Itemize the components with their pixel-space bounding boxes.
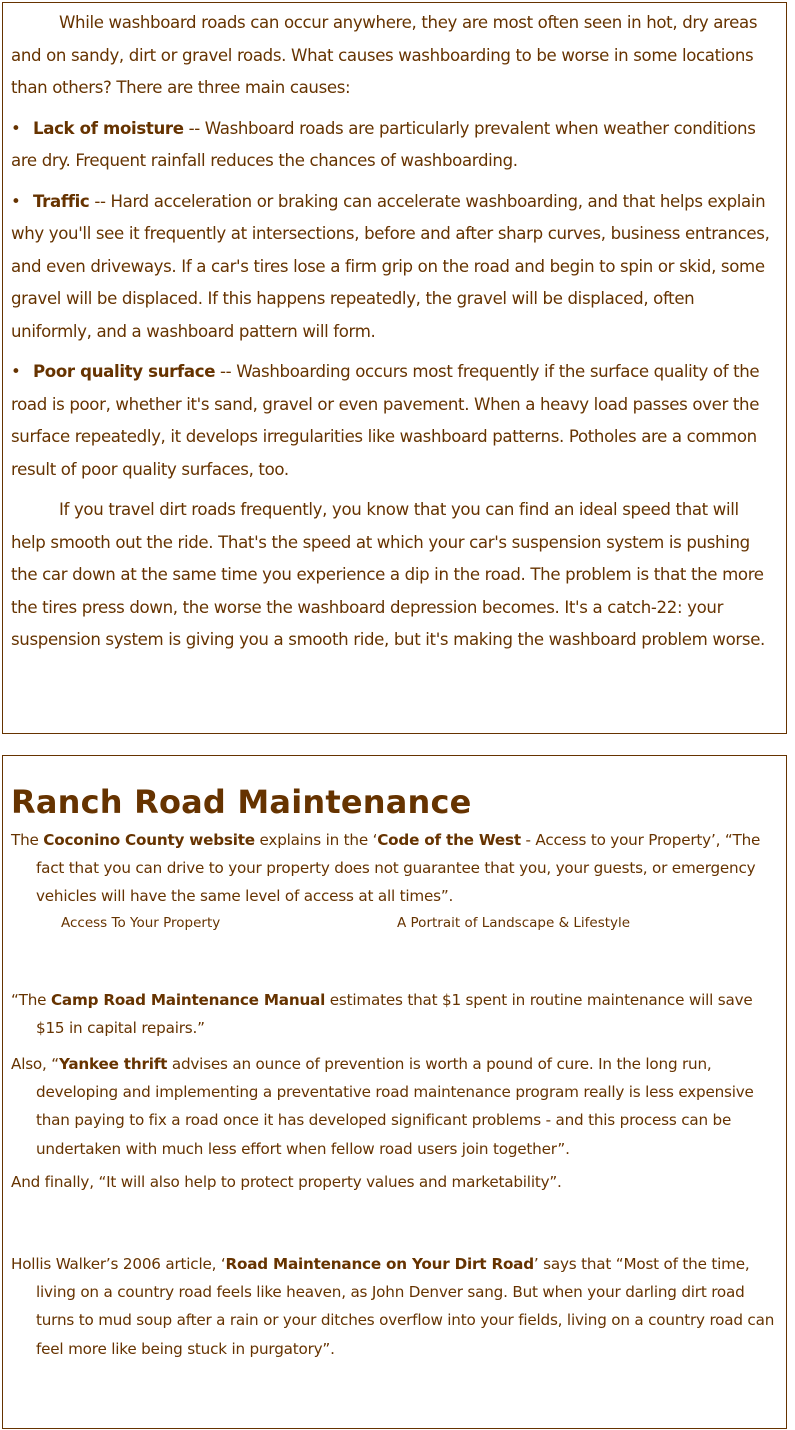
text-segment: Also, “ (11, 1055, 59, 1074)
bullet-dot-icon: • (11, 191, 21, 211)
bullet-text: -- Hard acceleration or braking can accelerate washboarding, and that helps explain why you'll see it frequently at intersections, before and after sharp curves, business entrances, and even driveways. If a car's tires lose a firm grip on the road and begin to spin or skid, some gravel will be displaced. If this happens repeatedly, the gravel will be displaced, often uniformly, and a washboard pattern will form. (11, 191, 770, 341)
coconino-county-link[interactable]: Coconino County website (43, 831, 255, 849)
spacer (11, 941, 778, 986)
link-row (11, 911, 778, 941)
text-segment: explains in the ‘ (254, 831, 378, 849)
yankee-thrift-link[interactable]: Yankee thrift (58, 1055, 168, 1074)
text-segment: advises an ounce of prevention is worth a pound of cure. In the long run, developing and implementing a preventative road maintenance program really is less expensive than paying to fix a road once it has developed significant problems - and this process can be undertaken with much less effort when fellow road users join together”. (36, 1055, 754, 1158)
bullet-poor-quality-surface (11, 356, 778, 486)
hollis-walker-paragraph (11, 1250, 778, 1363)
camp-road-paragraph (11, 986, 778, 1042)
portrait-of-landscape-link[interactable]: A Portrait of Landscape & Lifestyle (397, 914, 631, 931)
section-title: Ranch Road Maintenance (11, 783, 472, 821)
text-segment: Hollis Walker’s 2006 article, ‘ (11, 1255, 226, 1274)
text-segment: - Access to your Property’, “The fact that you can drive to your property does not guarantee that you, your guests, or emergency vehicles will have the same level of access at all times”. (36, 831, 761, 906)
bullet-text: -- Washboard roads are particularly prevalent when weather conditions are dry. Frequent rainfall reduces the chances of washboarding. (11, 118, 756, 170)
bullet-dot-icon: • (11, 362, 21, 381)
text-segment: The (11, 831, 44, 849)
text-segment: “The (11, 990, 51, 1009)
spacer (11, 1196, 778, 1250)
road-maintenance-article-link[interactable]: Road Maintenance on Your Dirt Road (225, 1255, 534, 1274)
camp-road-maintenance-manual-link[interactable]: Camp Road Maintenance Manual (50, 990, 326, 1009)
coconino-paragraph (11, 826, 778, 911)
bullet-term: Poor quality surface (33, 362, 216, 381)
access-to-your-property-link[interactable]: Access To Your Property (61, 914, 221, 931)
ranch-road-maintenance-box (2, 755, 787, 1429)
intro-paragraph: While washboard roads can occur anywhere, they are most often seen in hot, dry areas and on sandy, dirt or gravel roads. What causes washboarding to be worse in some locations than others? There are three main causes: (11, 13, 758, 97)
bullet-lack-of-moisture (11, 113, 778, 178)
text-segment: ’ says that “Most of the time, living on a country road feels like heaven, as John Denver sang. But when your darling dirt road turns to mud soup after a rain or your ditches overflow into your fields, living on a country road can feel more like being stuck in purgatory”. (36, 1255, 775, 1358)
washboard-causes-box (2, 2, 787, 734)
bullet-text: -- Washboarding occurs most frequently if the surface quality of the road is poor, whether it's sand, gravel or even pavement. When a heavy load passes over the surface repeatedly, it develops irregularities like washboard patterns. Potholes are a common result of poor quality surfaces, too. (11, 362, 760, 479)
closing-paragraph: If you travel dirt roads frequently, you know that you can find an ideal speed that will help smooth out the ride. That's the speed at which your car's suspension system is pushing the car down at the same time you experience a dip in the road. The problem is that the more the tires press down, the worse the washboard depression becomes. It's a catch-22: your suspension system is giving you a smooth ride, but it's making the washboard problem worse. (11, 500, 765, 649)
bullet-term: Traffic (33, 191, 90, 211)
code-of-the-west-link[interactable]: Code of the West (377, 831, 521, 849)
bullet-dot-icon: • (11, 118, 21, 138)
bullet-traffic (11, 186, 778, 349)
property-values-paragraph: And finally, “It will also help to protect property values and marketability”. (11, 1172, 562, 1191)
yankee-thrift-paragraph (11, 1050, 778, 1163)
text-segment: estimates that $1 spent in routine maintenance will save $15 in capital repairs.” (36, 990, 753, 1037)
bullet-term: Lack of moisture (33, 118, 184, 138)
